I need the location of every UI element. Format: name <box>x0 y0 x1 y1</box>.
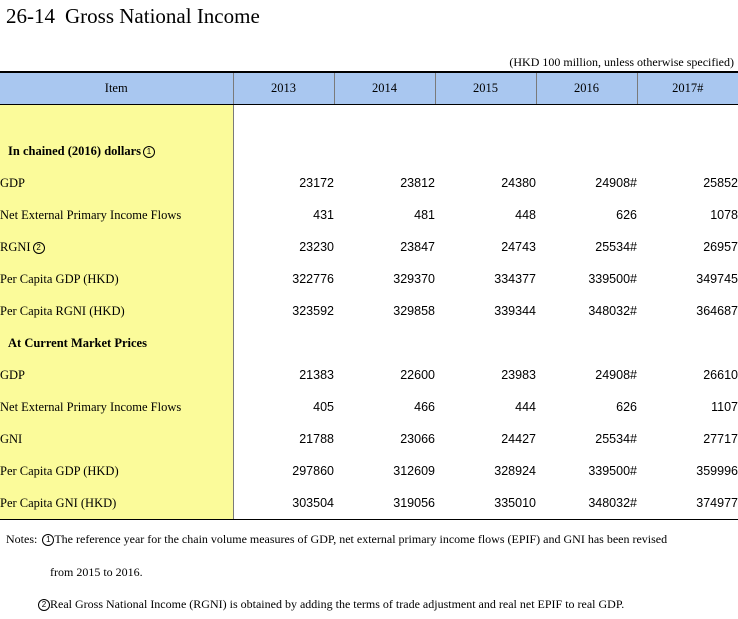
note-2 <box>36 597 624 611</box>
empty-cell <box>637 135 738 167</box>
row-label <box>0 423 233 455</box>
spacer-cell <box>334 105 435 136</box>
value-cell: 303504 <box>233 487 334 520</box>
value-cell: 328924 <box>494 464 536 478</box>
value-cell: 24908# <box>595 368 637 382</box>
value-cell: 22600 <box>400 368 435 382</box>
row-label <box>0 487 233 520</box>
section-label <box>0 327 233 359</box>
row-label-text: Net External Primary Income Flows <box>0 399 182 414</box>
empty-cell <box>435 327 536 359</box>
value-cell: 23847 <box>400 240 435 254</box>
section-label-text: At Current Market Prices <box>8 335 147 350</box>
value-cell: 23172 <box>299 176 334 190</box>
table-row <box>0 295 738 327</box>
value-cell: 23230 <box>299 240 334 254</box>
value-cell: 319056 <box>334 487 435 520</box>
empty-cell <box>536 135 637 167</box>
value-cell: 26610 <box>703 368 738 382</box>
row-label-text: Per Capita RGNI (HKD) <box>0 303 125 318</box>
note-2-text: Real Gross National Income (RGNI) is obtained by adding the terms of trade adjustment and real net EPIF to real GDP. <box>50 597 625 611</box>
spacer-row <box>0 105 738 136</box>
value-cell: 23983 <box>501 368 536 382</box>
value-cell: 626 <box>616 400 637 414</box>
row-label-text: Per Capita GDP (HKD) <box>0 463 119 478</box>
value-cell: 364687 <box>696 304 738 318</box>
note-1-text: The reference year for the chain volume measures of GDP, net external primary income flows (EPIF) and GNI has been revised <box>54 532 668 546</box>
empty-cell <box>536 327 637 359</box>
empty-cell <box>637 327 738 359</box>
value-cell: 24908# <box>595 176 637 190</box>
table-row <box>0 391 738 423</box>
note-1 <box>6 532 667 546</box>
value-cell: 21383 <box>299 368 334 382</box>
value-cell: 323592 <box>292 304 334 318</box>
table-row <box>0 263 738 295</box>
table-row <box>0 231 738 263</box>
footnote-marker: 1 <box>143 146 155 158</box>
value-cell: 27717 <box>703 432 738 446</box>
row-label-text: RGNI <box>0 239 31 254</box>
value-cell: 348032# <box>536 487 637 520</box>
value-cell: 24380 <box>501 176 536 190</box>
value-cell: 626 <box>616 208 637 222</box>
empty-cell <box>334 135 435 167</box>
row-label-text: GDP <box>0 175 26 190</box>
col-header-item: Item <box>0 72 233 105</box>
table-title: Gross National Income <box>65 4 260 28</box>
table-number: 26-14 <box>6 4 55 28</box>
row-label <box>0 295 233 327</box>
col-header-2014: 2014 <box>334 72 435 105</box>
footnote-marker: 2 <box>33 242 45 254</box>
empty-cell <box>435 135 536 167</box>
value-cell: 26957 <box>703 240 738 254</box>
table-row <box>0 455 738 487</box>
table-row <box>0 359 738 391</box>
value-cell: 329858 <box>393 304 435 318</box>
value-cell: 297860 <box>292 464 334 478</box>
row-label <box>0 359 233 391</box>
notes-prefix: Notes: <box>6 532 38 546</box>
value-cell: 339500# <box>588 272 637 286</box>
spacer-cell <box>536 105 637 136</box>
col-header-2013: 2013 <box>233 72 334 105</box>
value-cell: 335010 <box>435 487 536 520</box>
row-label-text: Per Capita GNI (HKD) <box>0 495 117 510</box>
row-label <box>0 455 233 487</box>
value-cell: 25852 <box>703 176 738 190</box>
value-cell: 339500# <box>588 464 637 478</box>
page-title <box>6 4 260 29</box>
value-cell: 329370 <box>393 272 435 286</box>
value-cell: 322776 <box>292 272 334 286</box>
row-label <box>0 199 233 231</box>
table-body <box>0 105 738 520</box>
table-row <box>0 199 738 231</box>
section-row <box>0 135 738 167</box>
value-cell: 359996 <box>696 464 738 478</box>
spacer-cell <box>233 105 334 136</box>
value-cell: 444 <box>515 400 536 414</box>
empty-cell <box>233 327 334 359</box>
row-label-text: GNI <box>0 431 23 446</box>
row-label-text: GDP <box>0 367 26 382</box>
value-cell: 431 <box>313 208 334 222</box>
note-1-continuation: from 2015 to 2016. <box>50 565 143 579</box>
col-header-2017: 2017# <box>637 72 738 105</box>
value-cell: 25534# <box>595 432 637 446</box>
value-cell: 405 <box>313 400 334 414</box>
value-cell: 339344 <box>494 304 536 318</box>
section-label-text: In chained (2016) dollars <box>8 143 142 158</box>
gni-table <box>0 71 738 520</box>
value-cell: 21788 <box>299 432 334 446</box>
spacer-cell <box>637 105 738 136</box>
section-row <box>0 327 738 359</box>
col-header-2015: 2015 <box>435 72 536 105</box>
empty-cell <box>334 327 435 359</box>
value-cell: 466 <box>414 400 435 414</box>
spacer-cell <box>0 105 233 136</box>
table-row <box>0 487 738 520</box>
note-marker-2: 2 <box>38 599 50 611</box>
value-cell: 312609 <box>393 464 435 478</box>
value-cell: 1107 <box>711 400 738 414</box>
empty-cell <box>233 135 334 167</box>
value-cell: 24427 <box>501 432 536 446</box>
value-cell: 374977 <box>637 487 738 520</box>
value-cell: 349745 <box>696 272 738 286</box>
value-cell: 348032# <box>588 304 637 318</box>
unit-note: (HKD 100 million, unless otherwise specified) <box>509 55 734 69</box>
value-cell: 334377 <box>494 272 536 286</box>
spacer-cell <box>435 105 536 136</box>
header-row <box>0 72 738 105</box>
value-cell: 23812 <box>400 176 435 190</box>
value-cell: 481 <box>414 208 435 222</box>
table-row <box>0 423 738 455</box>
row-label <box>0 231 233 263</box>
row-label-text: Per Capita GDP (HKD) <box>0 271 119 286</box>
table-row <box>0 167 738 199</box>
note-marker-1: 1 <box>42 534 54 546</box>
value-cell: 1078 <box>710 208 738 222</box>
value-cell: 23066 <box>400 432 435 446</box>
section-label <box>0 135 233 167</box>
col-header-2016: 2016 <box>536 72 637 105</box>
row-label <box>0 391 233 423</box>
row-label <box>0 263 233 295</box>
row-label <box>0 167 233 199</box>
value-cell: 448 <box>515 208 536 222</box>
value-cell: 24743 <box>501 240 536 254</box>
row-label-text: Net External Primary Income Flows <box>0 207 182 222</box>
value-cell: 25534# <box>595 240 637 254</box>
